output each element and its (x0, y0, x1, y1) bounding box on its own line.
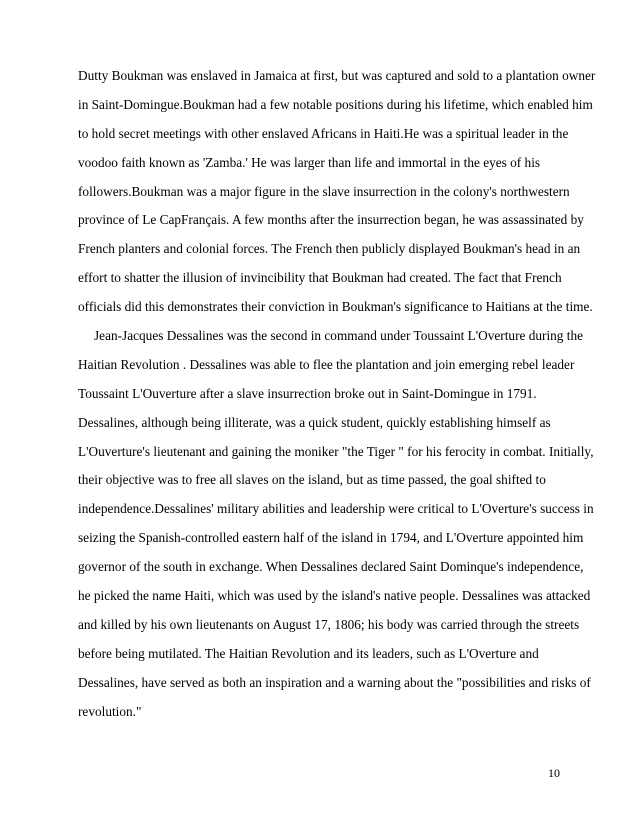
text-line: revolution." (78, 703, 142, 719)
text-line: officials did this demonstrates their conviction in Boukman's significance to Haitians at the time. (78, 299, 593, 315)
text-line: seizing the Spanish-controlled eastern half of the island in 1794, and L'Overture appointed him (78, 530, 584, 546)
text-line: Jean-Jacques Dessalines was the second in command under Toussaint L'Overture during the (94, 328, 584, 344)
text-line: province of Le CapFrançais. A few months after the insurrection began, he was assassinated by (78, 212, 584, 228)
text-line: before being mutilated. The Haitian Revolution and its leaders, such as L'Overture and (78, 645, 539, 661)
paragraph-dessalines (78, 322, 594, 726)
text-line: Dessalines, have served as both an inspiration and a warning about the "possibilities and risks of (78, 674, 591, 690)
text-line: effort to shatter the illusion of invincibility that Boukman had created. The fact that French (78, 270, 562, 286)
text-line: to hold secret meetings with other enslaved Africans in Haiti.He was a spiritual leader in the (78, 125, 569, 141)
text-line: Haitian Revolution . Dessalines was able to flee the plantation and join emerging rebel leader (78, 356, 575, 372)
paragraph-boukman (78, 62, 596, 322)
text-line: independence.Dessalines' military abilities and leadership were critical to L'Overture's success in (78, 501, 594, 517)
body-text (78, 62, 596, 726)
text-line: L'Ouverture's lieutenant and gaining the moniker "the Tiger " for his ferocity in combat. Initially, (78, 443, 594, 459)
text-line: Dessalines, although being illiterate, was a quick student, quickly establishing himself as (78, 414, 551, 430)
text-line: Toussaint L'Ouverture after a slave insurrection broke out in Saint-Domingue in 1791. (78, 385, 537, 401)
text-line: their objective was to free all slaves on the island, but as time passed, the goal shifted to (78, 472, 546, 488)
text-line: French planters and colonial forces. The French then publicly displayed Boukman's head in an (78, 241, 581, 257)
text-line: Dutty Boukman was enslaved in Jamaica at first, but was captured and sold to a plantation owner (78, 68, 596, 83)
text-line: followers.Boukman was a major figure in the slave insurrection in the colony's northwestern (78, 183, 570, 199)
text-line: governor of the south in exchange. When Dessalines declared Saint Dominque's independence, (78, 559, 584, 575)
text-line: he picked the name Haiti, which was used by the island's native people. Dessalines was attacked (78, 588, 591, 604)
text-line: in Saint-Domingue.Boukman had a few notable positions during his lifetime, which enabled him (78, 96, 593, 112)
text-line: voodoo faith known as 'Zamba.' He was larger than life and immortal in the eyes of his (78, 154, 541, 170)
page-number: 10 (548, 766, 560, 780)
text-line: and killed by his own lieutenants on August 17, 1806; his body was carried through the streets (78, 616, 580, 632)
